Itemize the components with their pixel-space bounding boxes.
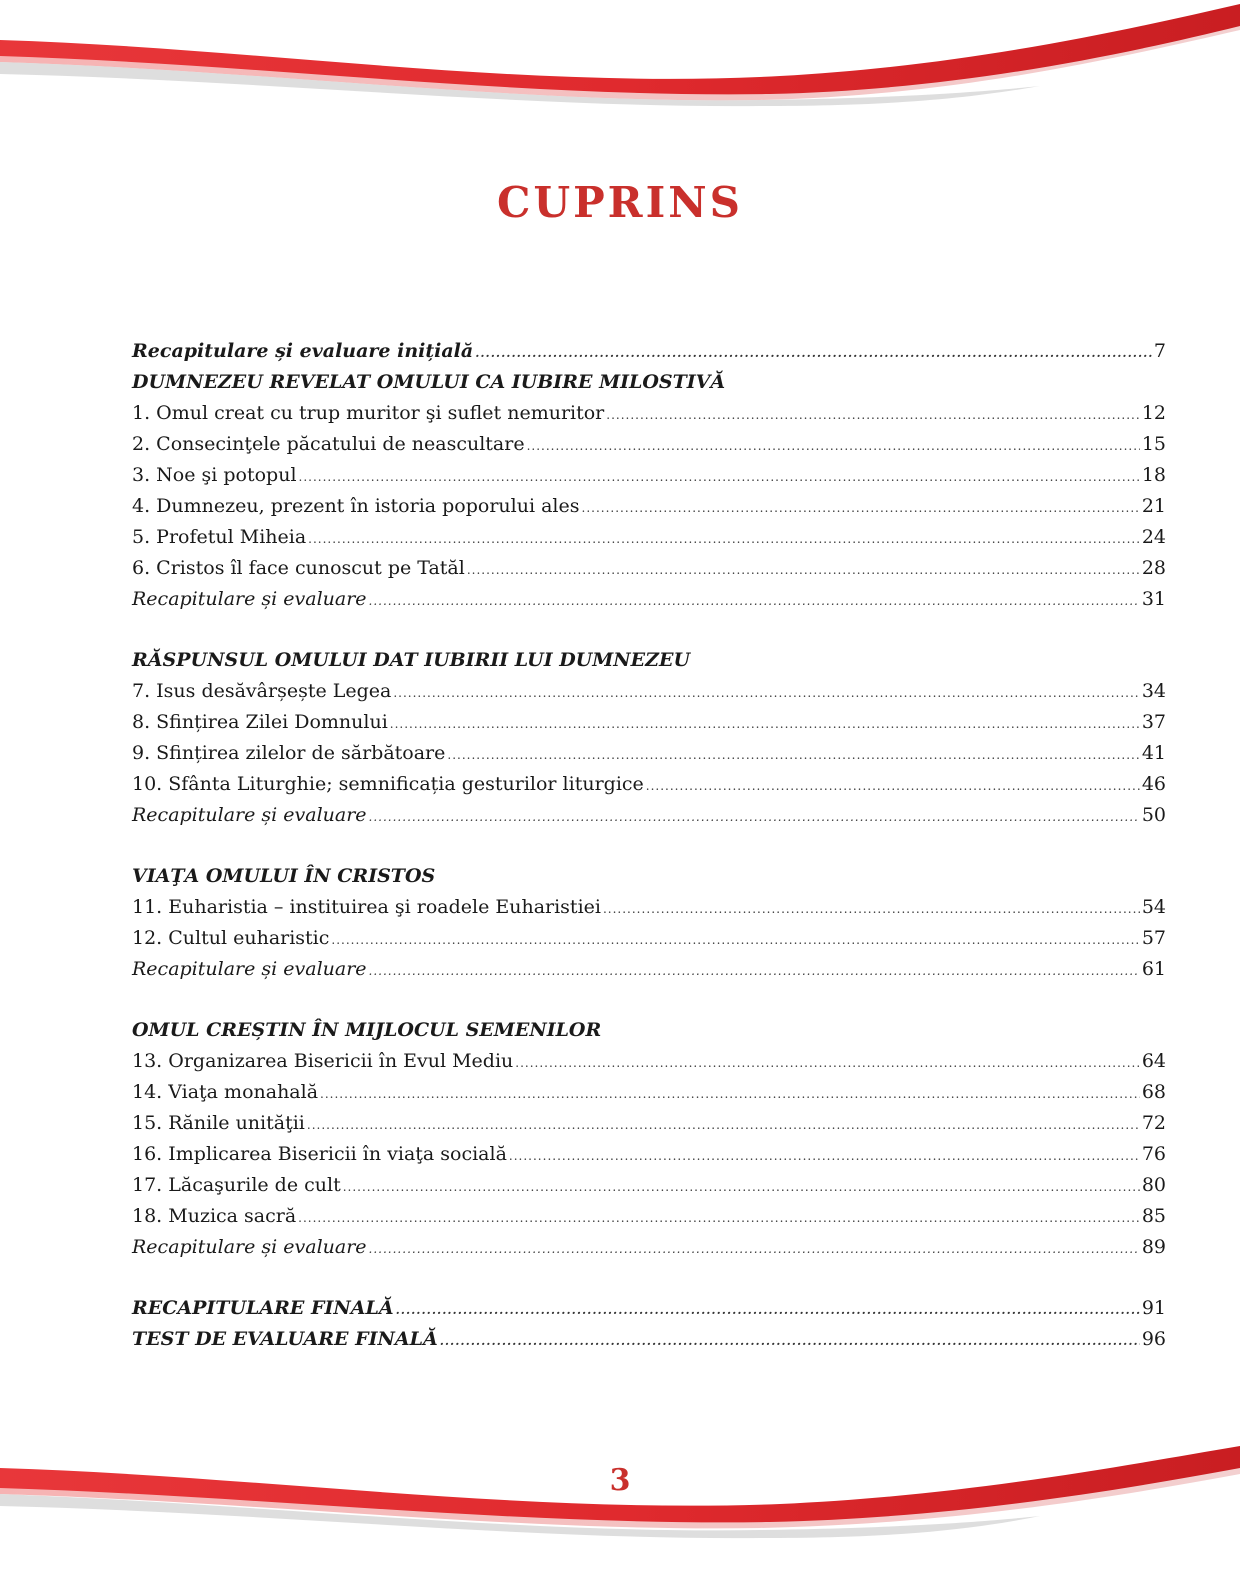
- toc-entry-label: 9. Sfințirea zilelor de sărbătoare: [132, 742, 446, 764]
- toc-entry[interactable]: [132, 553, 1166, 584]
- dot-leader: [475, 338, 1152, 369]
- toc-entry-page: 76: [1141, 1143, 1166, 1165]
- toc-entry-label: 12. Cultul euharistic: [132, 927, 330, 949]
- toc-entry-label: 5. Profetul Miheia: [132, 526, 307, 548]
- toc-entry[interactable]: [132, 738, 1166, 769]
- table-of-contents: [132, 336, 1166, 1355]
- toc-entry[interactable]: [132, 1077, 1166, 1108]
- dot-leader: [369, 956, 1140, 987]
- toc-entry-label: 17. Lăcaşurile de cult: [132, 1174, 341, 1196]
- dot-leader: [298, 1203, 1140, 1234]
- dot-leader: [447, 740, 1139, 771]
- toc-entry[interactable]: [132, 1139, 1166, 1170]
- toc-entry-page: 15: [1141, 433, 1166, 455]
- section-spacer: [132, 831, 1166, 861]
- toc-entry-page: 96: [1141, 1328, 1166, 1350]
- toc-entry-label: Recapitulare și evaluare inițială: [132, 340, 474, 362]
- toc-entry-label: 2. Consecinţele păcatului de neascultare: [132, 433, 525, 455]
- toc-entry-label: 6. Cristos îl face cunoscut pe Tatăl: [132, 557, 465, 579]
- toc-entry[interactable]: [132, 707, 1166, 738]
- dot-leader: [606, 400, 1140, 431]
- toc-entry-final-test[interactable]: [132, 1324, 1166, 1355]
- toc-entry-label: Recapitulare și evaluare: [132, 958, 367, 980]
- dot-leader: [603, 894, 1140, 925]
- dot-leader: [369, 802, 1140, 833]
- toc-entry-label: 16. Implicarea Bisericii în viaţa socială: [132, 1143, 507, 1165]
- toc-entry[interactable]: [132, 429, 1166, 460]
- toc-entry-label: 13. Organizarea Bisericii în Evul Mediu: [132, 1050, 514, 1072]
- dot-leader: [343, 1172, 1140, 1203]
- toc-entry-page: 57: [1141, 927, 1166, 949]
- toc-entry[interactable]: [132, 1201, 1166, 1232]
- page-number: 3: [609, 1463, 631, 1498]
- toc-entry-page: 64: [1141, 1050, 1166, 1072]
- toc-entry-label: Recapitulare și evaluare: [132, 1236, 367, 1258]
- toc-entry[interactable]: [132, 676, 1166, 707]
- section-heading-text: OMUL CREȘTIN ÎN MIJLOCUL SEMENILOR: [132, 1019, 602, 1041]
- toc-entry[interactable]: [132, 923, 1166, 954]
- toc-entry-label: 18. Muzica sacră: [132, 1205, 297, 1227]
- dot-leader: [307, 1110, 1140, 1141]
- toc-entry-page: 7: [1153, 340, 1166, 362]
- dot-leader: [467, 555, 1140, 586]
- toc-entry-page: 24: [1141, 526, 1166, 548]
- section-heading-text: RĂSPUNSUL OMULUI DAT IUBIRII LUI DUMNEZEU: [132, 649, 691, 671]
- toc-entry-label: RECAPITULARE FINALĂ: [132, 1297, 394, 1319]
- toc-entry-page: 18: [1141, 464, 1166, 486]
- toc-entry-label: 4. Dumnezeu, prezent în istoria poporului ales: [132, 495, 580, 517]
- toc-entry[interactable]: [132, 491, 1166, 522]
- toc-entry-label: 3. Noe şi potopul: [132, 464, 297, 486]
- toc-entry-label: 7. Isus desăvârșește Legea: [132, 680, 392, 702]
- toc-entry-page: 34: [1141, 680, 1166, 702]
- section-heading-text: VIAŢA OMULUI ÎN CRISTOS: [132, 865, 436, 887]
- top-red-wave-decoration: [0, 0, 1240, 110]
- toc-entry-page: 12: [1141, 402, 1166, 424]
- dot-leader: [440, 1326, 1140, 1357]
- dot-leader: [331, 925, 1139, 956]
- toc-entry-page: 91: [1141, 1297, 1166, 1319]
- dot-leader: [646, 771, 1140, 802]
- toc-entry-page: 41: [1141, 742, 1166, 764]
- dot-leader: [320, 1079, 1140, 1110]
- toc-entry[interactable]: [132, 1170, 1166, 1201]
- page-title: CUPRINS: [497, 178, 743, 227]
- toc-entry-label: 14. Viaţa monahală: [132, 1081, 319, 1103]
- toc-entry-label: Recapitulare și evaluare: [132, 804, 367, 826]
- toc-entry-page: 31: [1141, 588, 1166, 610]
- toc-entry-page: 50: [1141, 804, 1166, 826]
- dot-leader: [369, 586, 1140, 617]
- toc-entry-page: 28: [1141, 557, 1166, 579]
- section-heading-text: DUMNEZEU REVELAT OMULUI CA IUBIRE MILOSTIVĂ: [132, 371, 726, 393]
- toc-entry[interactable]: [132, 1046, 1166, 1077]
- toc-entry[interactable]: [132, 460, 1166, 491]
- section-heading: [132, 367, 1166, 398]
- toc-entry-page: 61: [1141, 958, 1166, 980]
- dot-leader: [308, 524, 1140, 555]
- dot-leader: [509, 1141, 1140, 1172]
- dot-leader: [299, 462, 1140, 493]
- section-spacer: [132, 615, 1166, 645]
- dot-leader: [393, 678, 1139, 709]
- toc-entry-page: 21: [1141, 495, 1166, 517]
- toc-entry[interactable]: [132, 398, 1166, 429]
- toc-entry-intro[interactable]: [132, 336, 1166, 367]
- toc-entry[interactable]: [132, 769, 1166, 800]
- toc-entry-page: 85: [1141, 1205, 1166, 1227]
- toc-entry-label: Recapitulare și evaluare: [132, 588, 367, 610]
- toc-entry-page: 68: [1141, 1081, 1166, 1103]
- section-heading: [132, 861, 1166, 892]
- toc-entry-page: 46: [1141, 773, 1166, 795]
- toc-entry-label: 10. Sfânta Liturghie; semnificația gesturilor liturgice: [132, 773, 644, 795]
- toc-entry[interactable]: [132, 522, 1166, 553]
- toc-entry-recap[interactable]: [132, 954, 1166, 985]
- toc-entry-label: 1. Omul creat cu trup muritor şi suflet nemuritor: [132, 402, 605, 424]
- toc-entry-final-recap[interactable]: [132, 1293, 1166, 1324]
- dot-leader: [369, 1234, 1140, 1265]
- toc-entry-label: TEST DE EVALUARE FINALĂ: [132, 1328, 438, 1350]
- toc-entry[interactable]: [132, 892, 1166, 923]
- section-heading: [132, 1015, 1166, 1046]
- toc-entry-label: 15. Rănile unităţii: [132, 1112, 305, 1134]
- toc-entry-label: 11. Euharistia – instituirea şi roadele Euharistiei: [132, 896, 601, 918]
- dot-leader: [390, 709, 1140, 740]
- toc-entry-recap[interactable]: [132, 1232, 1166, 1263]
- section-spacer: [132, 985, 1166, 1015]
- toc-entry-page: 89: [1141, 1236, 1166, 1258]
- toc-entry-page: 37: [1141, 711, 1166, 733]
- toc-entry-page: 72: [1141, 1112, 1166, 1134]
- toc-entry[interactable]: [132, 1108, 1166, 1139]
- dot-leader: [515, 1048, 1140, 1079]
- toc-entry-page: 80: [1141, 1174, 1166, 1196]
- dot-leader: [396, 1295, 1140, 1326]
- toc-entry-recap[interactable]: [132, 584, 1166, 615]
- dot-leader: [582, 493, 1140, 524]
- toc-entry-recap[interactable]: [132, 800, 1166, 831]
- toc-entry-label: 8. Sfințirea Zilei Domnului: [132, 711, 388, 733]
- section-heading: [132, 645, 1166, 676]
- toc-entry-page: 54: [1141, 896, 1166, 918]
- section-spacer: [132, 1263, 1166, 1293]
- dot-leader: [527, 431, 1140, 462]
